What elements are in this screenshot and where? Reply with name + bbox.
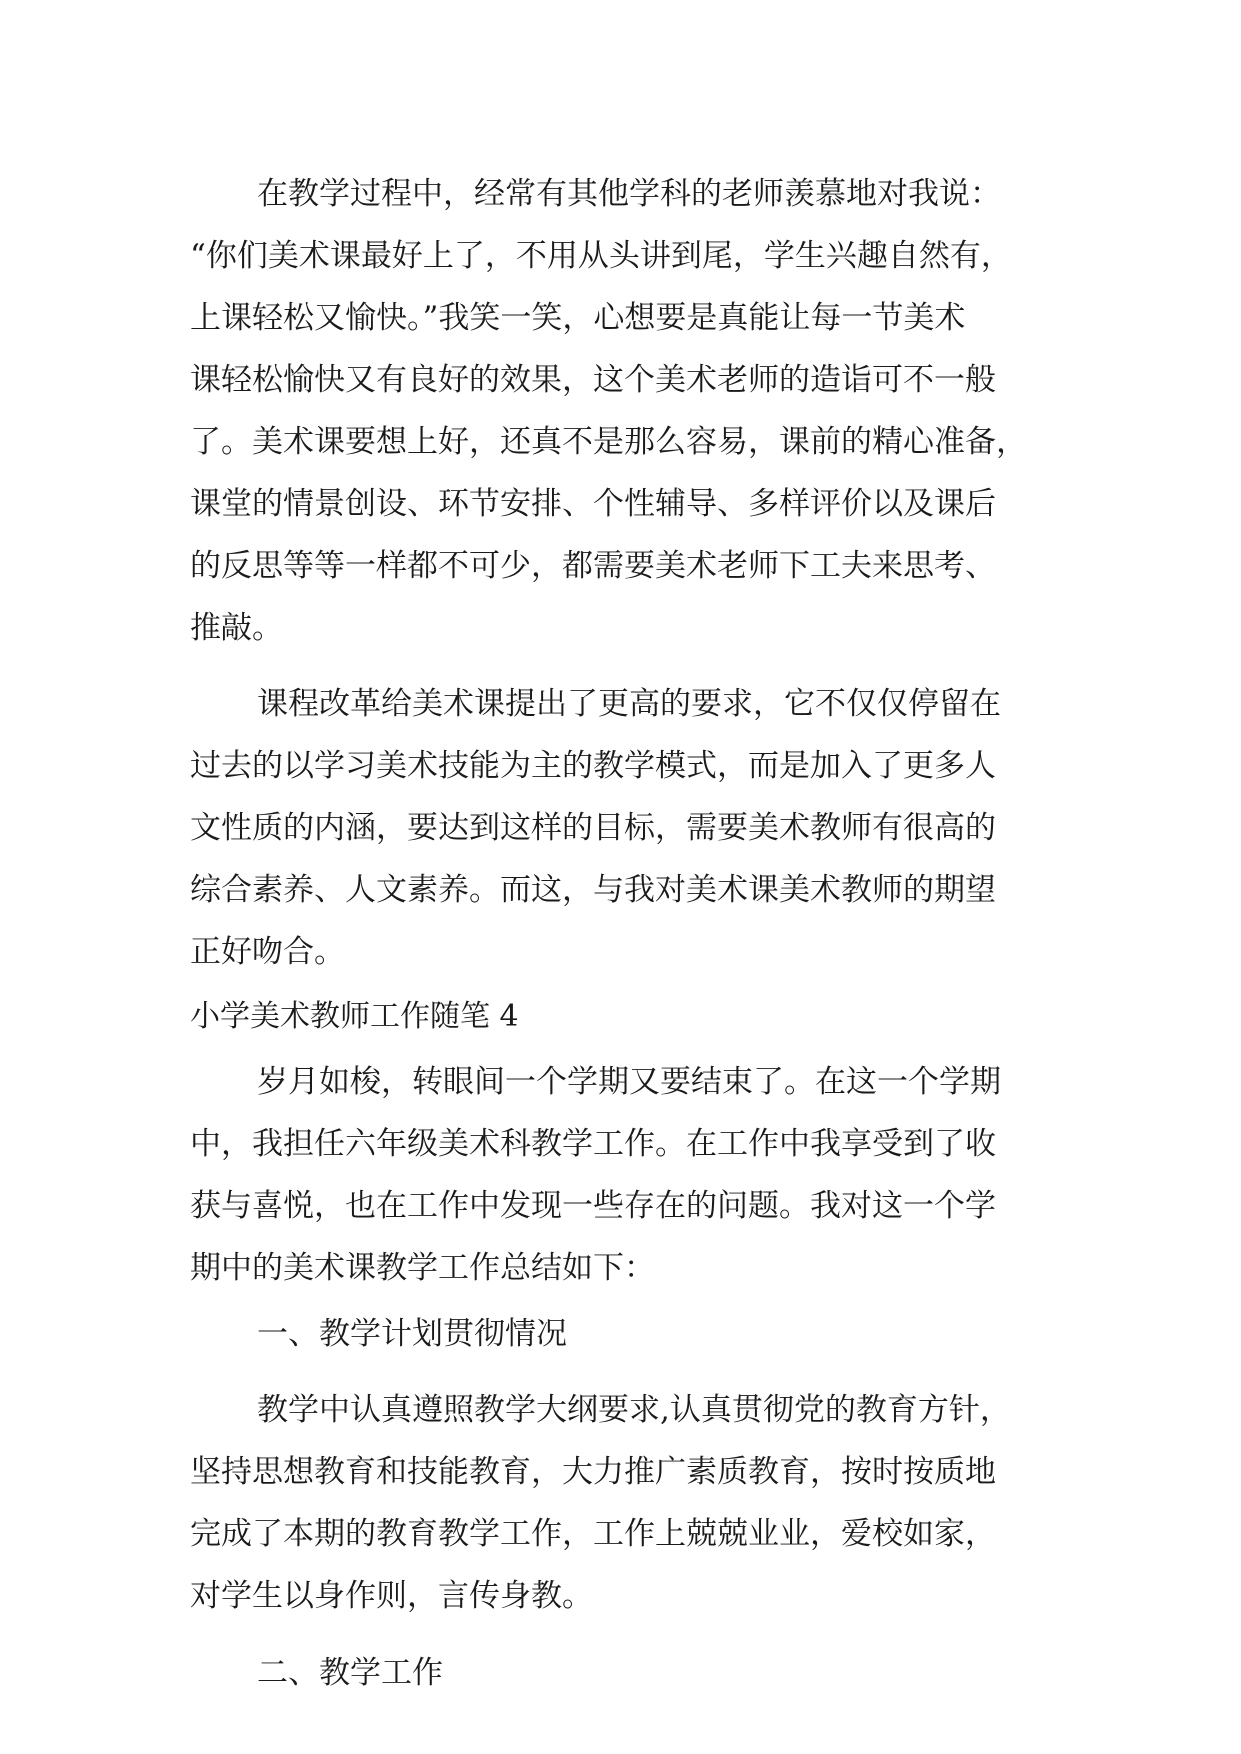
paragraph-2-line-4: 综合素养、人文素养。而这，与我对美术课美术教师的期望 bbox=[190, 872, 996, 908]
subheading-2: 二、教学工作 bbox=[257, 1655, 443, 1691]
paragraph-1-line-3: 上课轻松又愉快。”我笑一笑，心想要是真能让每一节美术 bbox=[190, 300, 966, 336]
paragraph-4-line-1: 教学中认真遵照教学大纲要求,认真贯彻党的教育方针， bbox=[257, 1392, 1011, 1428]
paragraph-2-line-3: 文性质的内涵，要达到这样的目标，需要美术教师有很高的 bbox=[190, 810, 996, 846]
paragraph-4-line-2: 坚持思想教育和技能教育，大力推广素质教育，按时按质地 bbox=[190, 1454, 996, 1490]
paragraph-2-line-1: 课程改革给美术课提出了更高的要求，它不仅仅停留在 bbox=[257, 686, 1001, 722]
paragraph-3-line-3: 获与喜悦，也在工作中发现一些存在的问题。我对这一个学 bbox=[190, 1188, 996, 1224]
paragraph-1-line-1: 在教学过程中，经常有其他学科的老师羡慕地对我说： bbox=[257, 176, 1001, 212]
subheading-1: 一、教学计划贯彻情况 bbox=[257, 1316, 567, 1352]
paragraph-3-line-4: 期中的美术课教学工作总结如下： bbox=[190, 1250, 655, 1286]
paragraph-4-line-3: 完成了本期的教育教学工作，工作上兢兢业业，爱校如家， bbox=[190, 1516, 996, 1552]
paragraph-3-line-2: 中，我担任六年级美术科教学工作。在工作中我享受到了收 bbox=[190, 1126, 996, 1162]
paragraph-4-line-4: 对学生以身作则，言传身教。 bbox=[190, 1578, 593, 1614]
paragraph-2-line-2: 过去的以学习美术技能为主的教学模式，而是加入了更多人 bbox=[190, 748, 996, 784]
paragraph-1-line-6: 课堂的情景创设、环节安排、个性辅导、多样评价以及课后 bbox=[190, 486, 996, 522]
section-title: 小学美术教师工作随笔 4 bbox=[190, 999, 519, 1034]
paragraph-2-line-5: 正好吻合。 bbox=[190, 934, 345, 970]
paragraph-1-line-8: 推敲。 bbox=[190, 610, 283, 646]
paragraph-1-line-2: “你们美术课最好上了，不用从头讲到尾，学生兴趣自然有， bbox=[190, 238, 1012, 274]
paragraph-1-line-7: 的反思等等一样都不可少，都需要美术老师下工夫来思考、 bbox=[190, 548, 996, 584]
paragraph-1-line-5: 了。美术课要想上好，还真不是那么容易，课前的精心准备， bbox=[190, 424, 1027, 460]
paragraph-1-line-4: 课轻松愉快又有良好的效果，这个美术老师的造诣可不一般 bbox=[190, 362, 996, 398]
paragraph-3-line-1: 岁月如梭，转眼间一个学期又要结束了。在这一个学期 bbox=[257, 1064, 1001, 1100]
